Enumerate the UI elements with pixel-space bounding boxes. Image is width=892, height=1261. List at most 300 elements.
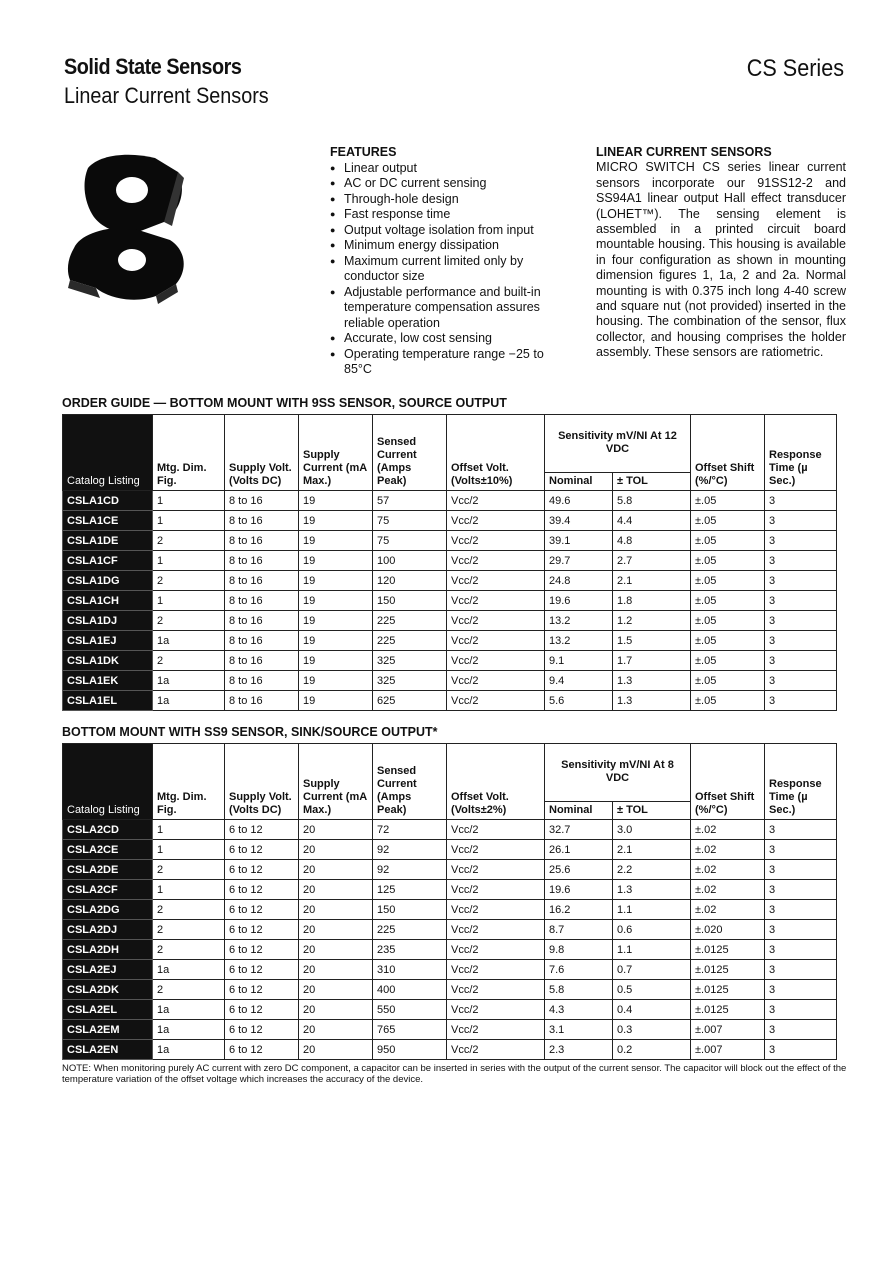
table-cell: 3 xyxy=(765,631,837,651)
table-cell: 2.7 xyxy=(613,551,691,571)
table-cell: 8.7 xyxy=(545,920,613,940)
table-cell: ±.0125 xyxy=(691,960,765,980)
table-cell: 1 xyxy=(153,511,225,531)
table-cell: 20 xyxy=(299,880,373,900)
header-offset-volt: Offset Volt. (Volts±10%) xyxy=(447,415,545,491)
catalog-listing-cell: CSLA1DE xyxy=(63,531,153,551)
table-cell: 2 xyxy=(153,860,225,880)
catalog-listing-cell: CSLA1EK xyxy=(63,671,153,691)
table-cell: 3 xyxy=(765,860,837,880)
table-cell: 3 xyxy=(765,820,837,840)
table-cell: 8 to 16 xyxy=(225,611,299,631)
header-nominal: Nominal xyxy=(545,802,613,820)
header-nominal: Nominal xyxy=(545,473,613,491)
table-row xyxy=(63,980,837,1000)
table-cell: ±.0125 xyxy=(691,940,765,960)
table-cell: 150 xyxy=(373,591,447,611)
catalog-listing-cell: CSLA1CD xyxy=(63,491,153,511)
catalog-listing-cell: CSLA2DK xyxy=(63,980,153,1000)
table-cell: 8 to 16 xyxy=(225,571,299,591)
table-cell: 19 xyxy=(299,671,373,691)
table-cell: Vcc/2 xyxy=(447,671,545,691)
table-cell: 3 xyxy=(765,651,837,671)
catalog-listing-cell: CSLA2DE xyxy=(63,860,153,880)
table-cell: 1.5 xyxy=(613,631,691,651)
table-row xyxy=(63,691,837,711)
table-cell: 8 to 16 xyxy=(225,531,299,551)
table-cell: 6 to 12 xyxy=(225,1020,299,1040)
table-cell: 225 xyxy=(373,631,447,651)
table-cell: 3 xyxy=(765,1040,837,1060)
header-offset-shift: Offset Shift (%/°C) xyxy=(691,415,765,491)
catalog-listing-cell: CSLA1DK xyxy=(63,651,153,671)
table-cell: ±.05 xyxy=(691,631,765,651)
table-cell: 400 xyxy=(373,980,447,1000)
table-cell: 6 to 12 xyxy=(225,860,299,880)
table-cell: 2 xyxy=(153,900,225,920)
table-cell: 20 xyxy=(299,820,373,840)
table-row xyxy=(63,840,837,860)
table-cell: 9.1 xyxy=(545,651,613,671)
table-row xyxy=(63,571,837,591)
table-cell: Vcc/2 xyxy=(447,511,545,531)
table-cell: Vcc/2 xyxy=(447,491,545,511)
table-cell: 8 to 16 xyxy=(225,691,299,711)
catalog-listing-cell: CSLA2CF xyxy=(63,880,153,900)
catalog-listing-cell: CSLA1CF xyxy=(63,551,153,571)
table-cell: 3 xyxy=(765,920,837,940)
table-row xyxy=(63,920,837,940)
table-cell: 3 xyxy=(765,571,837,591)
table-cell: ±.05 xyxy=(691,591,765,611)
table-cell: Vcc/2 xyxy=(447,651,545,671)
feature-item: ● Output voltage isolation from input xyxy=(330,223,575,239)
table-cell: ±.05 xyxy=(691,511,765,531)
table-cell: 2 xyxy=(153,920,225,940)
table-cell: Vcc/2 xyxy=(447,551,545,571)
order-guide-2-table xyxy=(62,743,837,1060)
table-cell: 1 xyxy=(153,591,225,611)
table-cell: 5.8 xyxy=(545,980,613,1000)
table-cell: 57 xyxy=(373,491,447,511)
table-row xyxy=(63,1020,837,1040)
table-cell: 120 xyxy=(373,571,447,591)
table-cell: 20 xyxy=(299,900,373,920)
table-cell: 20 xyxy=(299,1040,373,1060)
page-title: Solid State Sensors xyxy=(64,54,242,79)
feature-item: ● AC or DC current sensing xyxy=(330,176,575,192)
table-cell: 0.4 xyxy=(613,1000,691,1020)
table-cell: ±.0125 xyxy=(691,980,765,1000)
table-cell: 3 xyxy=(765,880,837,900)
table-cell: 7.6 xyxy=(545,960,613,980)
header-supply-volt: Supply Volt. (Volts DC) xyxy=(225,744,299,820)
table-cell: 235 xyxy=(373,940,447,960)
catalog-listing-cell: CSLA2EM xyxy=(63,1020,153,1040)
table-cell: 3 xyxy=(765,511,837,531)
table-cell: Vcc/2 xyxy=(447,691,545,711)
table-cell: ±.05 xyxy=(691,491,765,511)
table-cell: 1a xyxy=(153,691,225,711)
feature-item: ● Operating temperature range −25 to 85°C xyxy=(330,347,575,378)
table-cell: Vcc/2 xyxy=(447,591,545,611)
table-cell: ±.02 xyxy=(691,840,765,860)
table-cell: 1 xyxy=(153,491,225,511)
table-cell: Vcc/2 xyxy=(447,940,545,960)
table-cell: 20 xyxy=(299,860,373,880)
header-sensed: Sensed Current (Amps Peak) xyxy=(373,415,447,491)
table-cell: 20 xyxy=(299,940,373,960)
table-cell: 6 to 12 xyxy=(225,980,299,1000)
table-cell: 310 xyxy=(373,960,447,980)
table-cell: 3 xyxy=(765,551,837,571)
table-cell: 6 to 12 xyxy=(225,840,299,860)
feature-item: ● Adjustable performance and built-in temperature compensation assures reliable operation xyxy=(330,285,575,332)
table-cell: 1.3 xyxy=(613,880,691,900)
header-catalog: Catalog Listing xyxy=(63,415,153,491)
table-cell: 2 xyxy=(153,940,225,960)
table-cell: 19 xyxy=(299,571,373,591)
table-cell: Vcc/2 xyxy=(447,1000,545,1020)
table-cell: 8 to 16 xyxy=(225,511,299,531)
header-catalog: Catalog Listing xyxy=(63,744,153,820)
table-cell: Vcc/2 xyxy=(447,1020,545,1040)
table-cell: 1.3 xyxy=(613,691,691,711)
table-cell: 8 to 16 xyxy=(225,591,299,611)
table-row xyxy=(63,880,837,900)
table-cell: 3 xyxy=(765,1020,837,1040)
header-offset-shift: Offset Shift (%/°C) xyxy=(691,744,765,820)
header-tol: ± TOL xyxy=(613,802,691,820)
table-cell: 19 xyxy=(299,651,373,671)
table-cell: Vcc/2 xyxy=(447,840,545,860)
table-cell: Vcc/2 xyxy=(447,860,545,880)
table-cell: 1.1 xyxy=(613,900,691,920)
table-cell: 2.3 xyxy=(545,1040,613,1060)
catalog-listing-cell: CSLA2CD xyxy=(63,820,153,840)
table-cell: ±.02 xyxy=(691,820,765,840)
table-cell: 9.8 xyxy=(545,940,613,960)
table-cell: 4.4 xyxy=(613,511,691,531)
table-cell: 32.7 xyxy=(545,820,613,840)
features-list xyxy=(330,161,575,378)
table-cell: 125 xyxy=(373,880,447,900)
table-cell: 20 xyxy=(299,980,373,1000)
table-cell: 550 xyxy=(373,1000,447,1020)
catalog-listing-cell: CSLA2CE xyxy=(63,840,153,860)
description-section xyxy=(596,145,846,361)
table-cell: 3 xyxy=(765,960,837,980)
table-cell: 3 xyxy=(765,491,837,511)
table-row xyxy=(63,551,837,571)
table-cell: 1 xyxy=(153,880,225,900)
table-cell: 6 to 12 xyxy=(225,920,299,940)
table-cell: 0.3 xyxy=(613,1020,691,1040)
table-cell: 19 xyxy=(299,691,373,711)
table-cell: 1a xyxy=(153,960,225,980)
table-row xyxy=(63,820,837,840)
table-cell: 2.1 xyxy=(613,571,691,591)
table-cell: 150 xyxy=(373,900,447,920)
table-cell: 3 xyxy=(765,940,837,960)
table-cell: 19 xyxy=(299,511,373,531)
header-sensed: Sensed Current (Amps Peak) xyxy=(373,744,447,820)
table-row xyxy=(63,531,837,551)
table-cell: 8 to 16 xyxy=(225,671,299,691)
header-mtg: Mtg. Dim. Fig. xyxy=(153,744,225,820)
table-cell: 2 xyxy=(153,980,225,1000)
table-cell: ±.02 xyxy=(691,880,765,900)
table-cell: 950 xyxy=(373,1040,447,1060)
table-cell: Vcc/2 xyxy=(447,611,545,631)
catalog-listing-cell: CSLA2EN xyxy=(63,1040,153,1060)
table-cell: 0.5 xyxy=(613,980,691,1000)
feature-item: ● Through-hole design xyxy=(330,192,575,208)
catalog-listing-cell: CSLA1DG xyxy=(63,571,153,591)
table-cell: 25.6 xyxy=(545,860,613,880)
table-cell: ±.007 xyxy=(691,1020,765,1040)
order-guide-2-title: BOTTOM MOUNT WITH SS9 SENSOR, SINK/SOURCE OUTPUT* xyxy=(62,725,438,739)
table-row xyxy=(63,491,837,511)
table-cell: 4.8 xyxy=(613,531,691,551)
header-response: Response Time (µ Sec.) xyxy=(765,744,837,820)
table-cell: 20 xyxy=(299,1020,373,1040)
table-cell: 92 xyxy=(373,860,447,880)
table-cell: 19.6 xyxy=(545,591,613,611)
table-cell: 19 xyxy=(299,591,373,611)
table-cell: ±.02 xyxy=(691,860,765,880)
table-cell: 19 xyxy=(299,631,373,651)
table-cell: 3 xyxy=(765,671,837,691)
header-offset-volt: Offset Volt. (Volts±2%) xyxy=(447,744,545,820)
table-cell: 2 xyxy=(153,531,225,551)
table-cell: 20 xyxy=(299,840,373,860)
series-label: CS Series xyxy=(746,55,844,82)
table-cell: ±.05 xyxy=(691,611,765,631)
table-cell: Vcc/2 xyxy=(447,900,545,920)
table-cell: 19 xyxy=(299,491,373,511)
description-text: MICRO SWITCH CS series linear current sensors incorporate our 91SS12-2 and SS94A1 linear output Hall effect transducer (LOHET™). The sensing element is assembled in a printed circuit board mountable housing. This housing is available in four configuration as shown in mounting dimension figures 1, 1a, 2 and 2a. Normal mounting is with 0.375 inch long 4-40 screw and square nut (not provided) inserted in the housing. The combination of the sensor, flux collector, and housing comprises the holder assembly. These sensors are ratiometric. xyxy=(596,160,846,360)
table-cell: Vcc/2 xyxy=(447,880,545,900)
table-cell: 6 to 12 xyxy=(225,940,299,960)
table-cell: 3 xyxy=(765,691,837,711)
table-cell: Vcc/2 xyxy=(447,531,545,551)
table-cell: 6 to 12 xyxy=(225,960,299,980)
table-cell: ±.02 xyxy=(691,900,765,920)
table-cell: Vcc/2 xyxy=(447,571,545,591)
table-cell: 2.2 xyxy=(613,860,691,880)
catalog-listing-cell: CSLA1EL xyxy=(63,691,153,711)
header-mtg: Mtg. Dim. Fig. xyxy=(153,415,225,491)
table-cell: 8 to 16 xyxy=(225,631,299,651)
table-cell: 1.8 xyxy=(613,591,691,611)
table-cell: 1 xyxy=(153,820,225,840)
table-cell: Vcc/2 xyxy=(447,631,545,651)
table-cell: 5.6 xyxy=(545,691,613,711)
table-cell: Vcc/2 xyxy=(447,1040,545,1060)
table-cell: 3 xyxy=(765,591,837,611)
table-cell: 325 xyxy=(373,651,447,671)
table-cell: 20 xyxy=(299,960,373,980)
table-cell: ±.05 xyxy=(691,651,765,671)
features-heading: FEATURES xyxy=(330,145,397,159)
table-cell: 100 xyxy=(373,551,447,571)
table-cell: 3 xyxy=(765,1000,837,1020)
table-cell: 26.1 xyxy=(545,840,613,860)
catalog-listing-cell: CSLA2DJ xyxy=(63,920,153,940)
table-cell: Vcc/2 xyxy=(447,820,545,840)
table-row xyxy=(63,1000,837,1020)
table-cell: 4.3 xyxy=(545,1000,613,1020)
table-cell: Vcc/2 xyxy=(447,920,545,940)
table-cell: 5.8 xyxy=(613,491,691,511)
catalog-listing-cell: CSLA1EJ xyxy=(63,631,153,651)
catalog-listing-cell: CSLA1CH xyxy=(63,591,153,611)
table-cell: 3 xyxy=(765,531,837,551)
table-row xyxy=(63,611,837,631)
table-cell: 625 xyxy=(373,691,447,711)
catalog-listing-cell: CSLA2EL xyxy=(63,1000,153,1020)
catalog-listing-cell: CSLA1CE xyxy=(63,511,153,531)
table-cell: 8 to 16 xyxy=(225,651,299,671)
table-cell: 19 xyxy=(299,531,373,551)
table-cell: 1 xyxy=(153,551,225,571)
table-cell: 13.2 xyxy=(545,611,613,631)
table-cell: 6 to 12 xyxy=(225,880,299,900)
table-cell: 3.0 xyxy=(613,820,691,840)
table-cell: 19 xyxy=(299,611,373,631)
table-cell: 6 to 12 xyxy=(225,1040,299,1060)
table-cell: 1 xyxy=(153,840,225,860)
header-response: Response Time (µ Sec.) xyxy=(765,415,837,491)
page-subtitle: Linear Current Sensors xyxy=(64,83,269,108)
table-row xyxy=(63,651,837,671)
table-cell: ±.0125 xyxy=(691,1000,765,1020)
table-row xyxy=(63,860,837,880)
table-cell: 0.6 xyxy=(613,920,691,940)
table-row xyxy=(63,1040,837,1060)
table-cell: 39.4 xyxy=(545,511,613,531)
table-cell: 1.2 xyxy=(613,611,691,631)
table-cell: 2.1 xyxy=(613,840,691,860)
table-row xyxy=(63,511,837,531)
catalog-listing-cell: CSLA2EJ xyxy=(63,960,153,980)
table-cell: 2 xyxy=(153,611,225,631)
table-cell: 1a xyxy=(153,631,225,651)
header-sensitivity: Sensitivity mV/NI At 8 VDC xyxy=(545,744,691,802)
order-guide-1-title: ORDER GUIDE — BOTTOM MOUNT WITH 9SS SENSOR, SOURCE OUTPUT xyxy=(62,396,507,410)
feature-item: ● Minimum energy dissipation xyxy=(330,238,575,254)
header-tol: ± TOL xyxy=(613,473,691,491)
feature-item: ● Accurate, low cost sensing xyxy=(330,331,575,347)
sensor-photo xyxy=(60,148,200,308)
table-cell: ±.05 xyxy=(691,531,765,551)
table-cell: 39.1 xyxy=(545,531,613,551)
table-cell: ±.020 xyxy=(691,920,765,940)
table-row xyxy=(63,631,837,651)
table-cell: 3 xyxy=(765,611,837,631)
table-row xyxy=(63,671,837,691)
table-cell: 20 xyxy=(299,920,373,940)
table-cell: 1a xyxy=(153,671,225,691)
table-cell: 29.7 xyxy=(545,551,613,571)
catalog-listing-cell: CSLA1DJ xyxy=(63,611,153,631)
table-cell: 1.7 xyxy=(613,651,691,671)
table-cell: 1a xyxy=(153,1020,225,1040)
catalog-listing-cell: CSLA2DG xyxy=(63,900,153,920)
feature-item: ● Maximum current limited only by conductor size xyxy=(330,254,575,285)
table-cell: ±.05 xyxy=(691,691,765,711)
table-cell: ±.05 xyxy=(691,671,765,691)
table-cell: 19.6 xyxy=(545,880,613,900)
table-cell: 13.2 xyxy=(545,631,613,651)
catalog-listing-cell: CSLA2DH xyxy=(63,940,153,960)
footnote: NOTE: When monitoring purely AC current with zero DC component, a capacitor can be inserted in series with the output of the current sensor. The capacitor will block out the effect of the temperature variation of the offset voltage which increases the accuracy of the device. xyxy=(62,1063,847,1085)
feature-item: ● Fast response time xyxy=(330,207,575,223)
table-cell: 8 to 16 xyxy=(225,551,299,571)
table-cell: 0.7 xyxy=(613,960,691,980)
table-cell: 9.4 xyxy=(545,671,613,691)
table-cell: 1.1 xyxy=(613,940,691,960)
header-supply-current: Supply Current (mA Max.) xyxy=(299,415,373,491)
table-cell: Vcc/2 xyxy=(447,960,545,980)
table-cell: 3 xyxy=(765,840,837,860)
table-cell: 3.1 xyxy=(545,1020,613,1040)
features-section xyxy=(330,145,575,378)
table-row xyxy=(63,900,837,920)
header-sensitivity: Sensitivity mV/NI At 12 VDC xyxy=(545,415,691,473)
table-cell: 3 xyxy=(765,980,837,1000)
table-cell: 16.2 xyxy=(545,900,613,920)
table-cell: 2 xyxy=(153,571,225,591)
table-cell: 6 to 12 xyxy=(225,900,299,920)
table-cell: 6 to 12 xyxy=(225,820,299,840)
header-supply-current: Supply Current (mA Max.) xyxy=(299,744,373,820)
table-cell: ±.05 xyxy=(691,571,765,591)
table-cell: 1.3 xyxy=(613,671,691,691)
feature-item: ● Linear output xyxy=(330,161,575,177)
table-cell: 20 xyxy=(299,1000,373,1020)
table-cell: 2 xyxy=(153,651,225,671)
table-row xyxy=(63,960,837,980)
table-cell: 0.2 xyxy=(613,1040,691,1060)
description-heading: LINEAR CURRENT SENSORS xyxy=(596,145,772,159)
table-cell: 1a xyxy=(153,1040,225,1060)
table-cell: 75 xyxy=(373,511,447,531)
table-cell: 75 xyxy=(373,531,447,551)
table-cell: 325 xyxy=(373,671,447,691)
table-cell: Vcc/2 xyxy=(447,980,545,1000)
header-supply-volt: Supply Volt. (Volts DC) xyxy=(225,415,299,491)
table-cell: ±.007 xyxy=(691,1040,765,1060)
table-cell: 6 to 12 xyxy=(225,1000,299,1020)
table-cell: 1a xyxy=(153,1000,225,1020)
table-cell: 92 xyxy=(373,840,447,860)
table-cell: 765 xyxy=(373,1020,447,1040)
table-cell: 8 to 16 xyxy=(225,491,299,511)
order-guide-1-table xyxy=(62,414,837,711)
table-row xyxy=(63,940,837,960)
table-cell: 19 xyxy=(299,551,373,571)
table-cell: ±.05 xyxy=(691,551,765,571)
table-cell: 225 xyxy=(373,920,447,940)
table-cell: 72 xyxy=(373,820,447,840)
table-cell: 24.8 xyxy=(545,571,613,591)
table-cell: 3 xyxy=(765,900,837,920)
table-cell: 49.6 xyxy=(545,491,613,511)
table-cell: 225 xyxy=(373,611,447,631)
table-row xyxy=(63,591,837,611)
